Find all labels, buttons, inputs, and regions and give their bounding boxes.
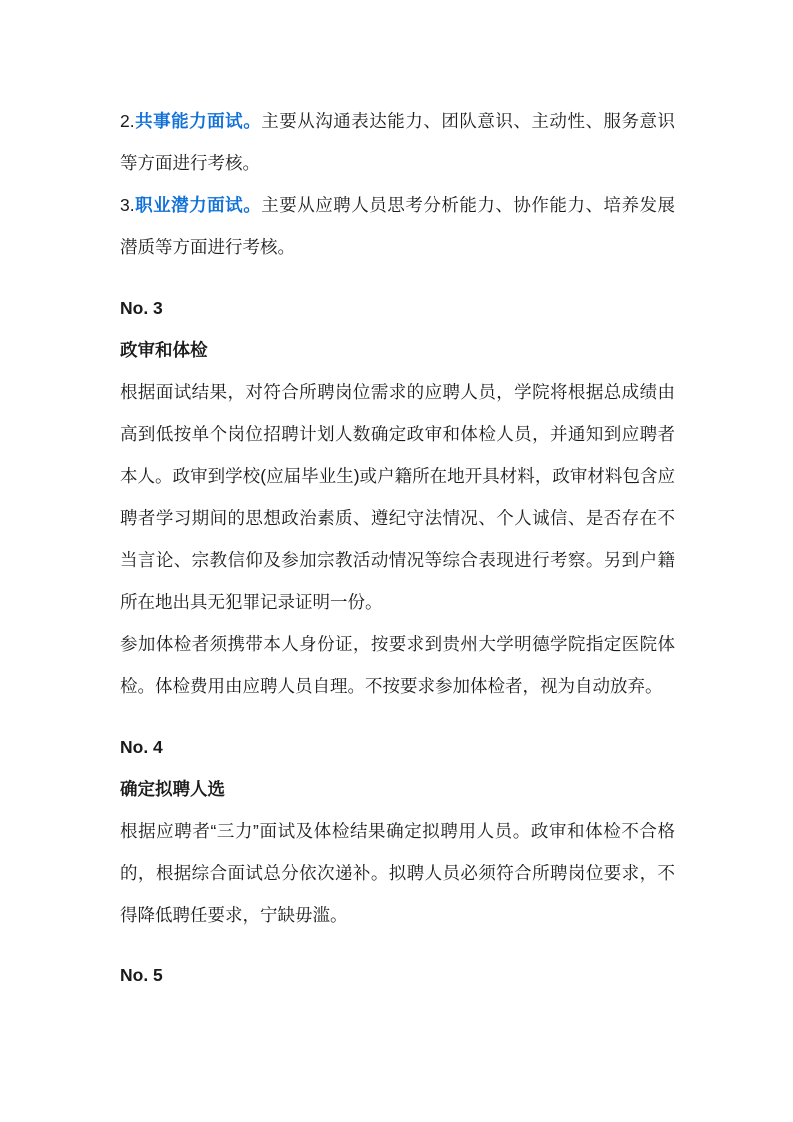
list-item-2-title: 共事能力面试。: [134, 111, 262, 131]
section-4-number: No. 4: [120, 737, 163, 757]
section-3-number: No. 3: [120, 298, 163, 318]
section-3-header: [120, 287, 675, 371]
section-4-header: [120, 726, 675, 810]
list-item-2-body: 主要从沟通表达能力、团队意识、主动性、服务意识等方面进行考核。: [120, 111, 676, 173]
section-3-paragraph-1: 根据面试结果，对符合所聘岗位需求的应聘人员，学院将根据总成绩由高到低按单个岗位招聘计划人数确定政审和体检人员，并通知到应聘者本人。政审到学校(应届毕业生)或户籍所在地开具材料，政审材料包含应聘者学习期间的思想政治素质、遵纪守法情况、个人诚信、是否存在不当言论、宗教信仰及参加宗教活动情况等综合表现进行考察。另到户籍所在地出具无犯罪记录证明一份。: [120, 382, 675, 612]
list-item-3-body: 主要从应聘人员思考分析能力、协作能力、培养发展潜质等方面进行考核。: [120, 195, 676, 257]
list-item-3-title: 职业潜力面试。: [134, 195, 262, 215]
section-3-paragraph-2: 参加体检者须携带本人身份证，按要求到贵州大学明德学院指定医院体检。体检费用由应聘人员自理。不按要求参加体检者，视为自动放弃。: [120, 634, 675, 696]
section-3-title: 政审和体检: [120, 340, 208, 360]
list-item-2-number: 2.: [120, 111, 135, 131]
list-item-2: [120, 100, 675, 184]
section-4-paragraph-1: 根据应聘者“三力”面试及体检结果确定拟聘用人员。政审和体检不合格的，根据综合面试总分依次递补。拟聘人员必须符合所聘岗位要求，不得降低聘任要求，宁缺毋滥。: [120, 821, 675, 925]
section-4-title: 确定拟聘人选: [120, 779, 225, 799]
list-item-3-number: 3.: [120, 195, 135, 215]
list-item-3: [120, 184, 675, 268]
section-5-header: [120, 954, 675, 996]
section-5-number: No. 5: [120, 965, 163, 985]
interview-type-list: [120, 100, 675, 268]
